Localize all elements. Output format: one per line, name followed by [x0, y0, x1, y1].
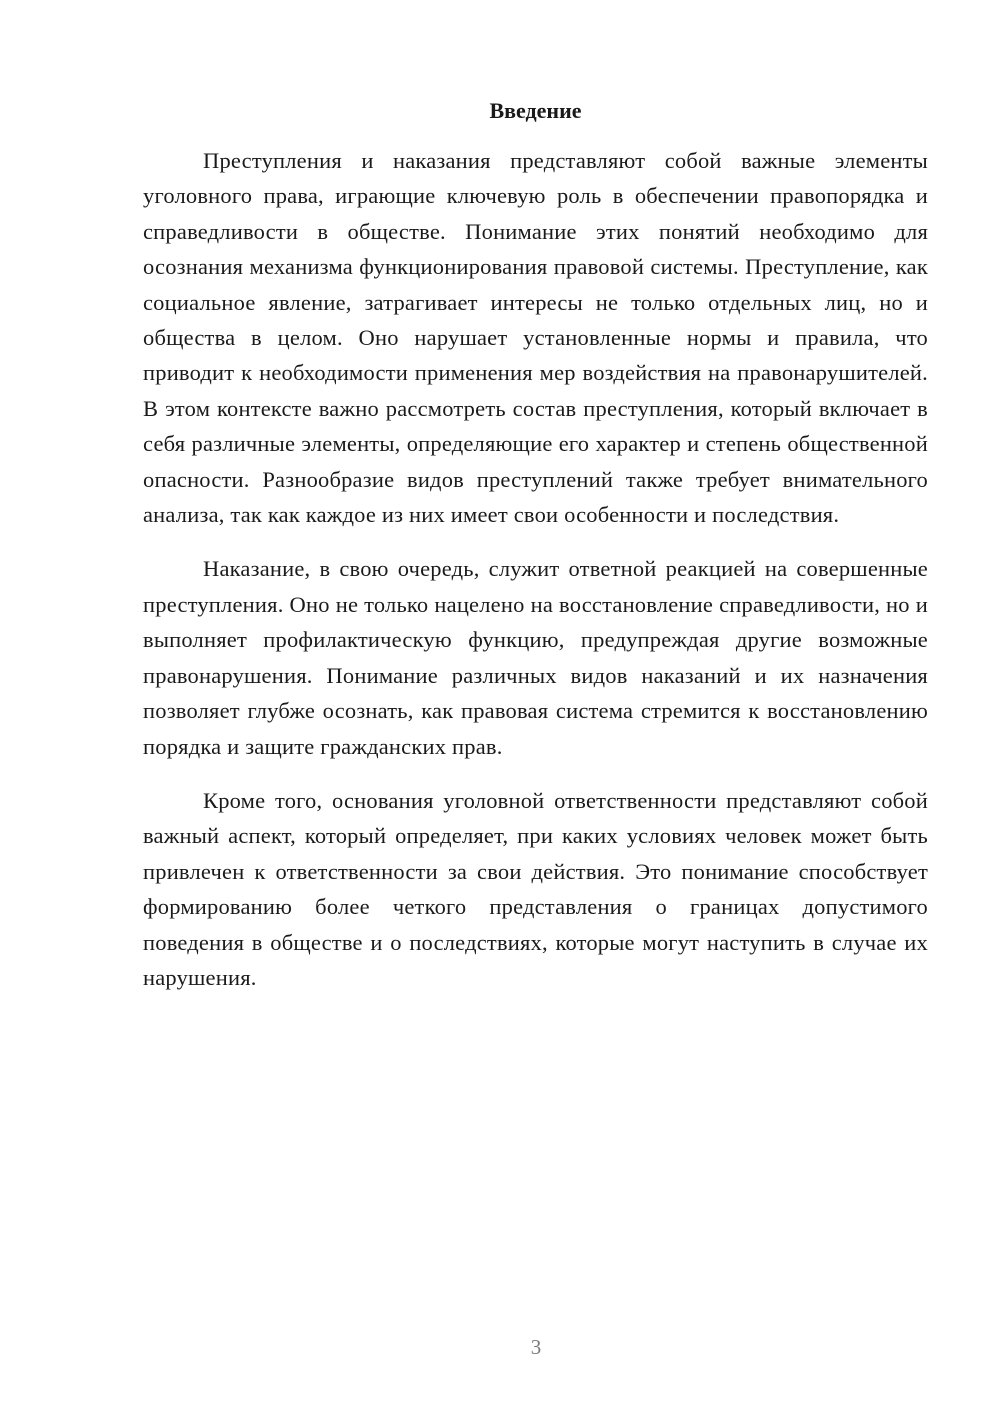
page-number: 3 — [530, 1335, 542, 1359]
section-title: Введение — [489, 98, 582, 123]
paragraph-1: Преступления и наказания представляют собой важные элементы уголовного права, играющие ключевую роль в обеспечении правопорядка и справедливости в обществе. Понимание этих понятий необходимо для осознания механизма функционирования правовой системы. Преступление, как социальное явление, затрагивает интересы не только отдельных лиц, но и общества в целом. Оно нарушает установленные нормы и правила, что приводит к необходимости применения мер воздействия на правонарушителей. В этом контексте важно рассмотреть состав преступления, который включает в себя различные элементы, определяющие его характер и степень общественной опасности. Разнообразие видов преступлений также требует внимательного анализа, так как каждое из них имеет свои особенности и последствия. — [143, 148, 928, 528]
body-text — [143, 143, 928, 1014]
paragraph-2: Наказание, в свою очередь, служит ответной реакцией на совершенные преступления. Оно не только нацелено на восстановление справедливости, но и выполняет профилактическую функцию, предупреждая другие возможные правонарушения. Понимание различных видов наказаний и их назначения позволяет глубже осознать, как правовая система стремится к восстановлению порядка и защите гражданских прав. — [143, 556, 928, 759]
paragraph-3: Кроме того, основания уголовной ответственности представляют собой важный аспект, который определяет, при каких условиях человек может быть привлечен к ответственности за свои действия. Это понимание способствует формированию более четкого представления о границах допустимого поведения в обществе и о последствиях, которые могут наступить в случае их нарушения. — [143, 787, 928, 990]
